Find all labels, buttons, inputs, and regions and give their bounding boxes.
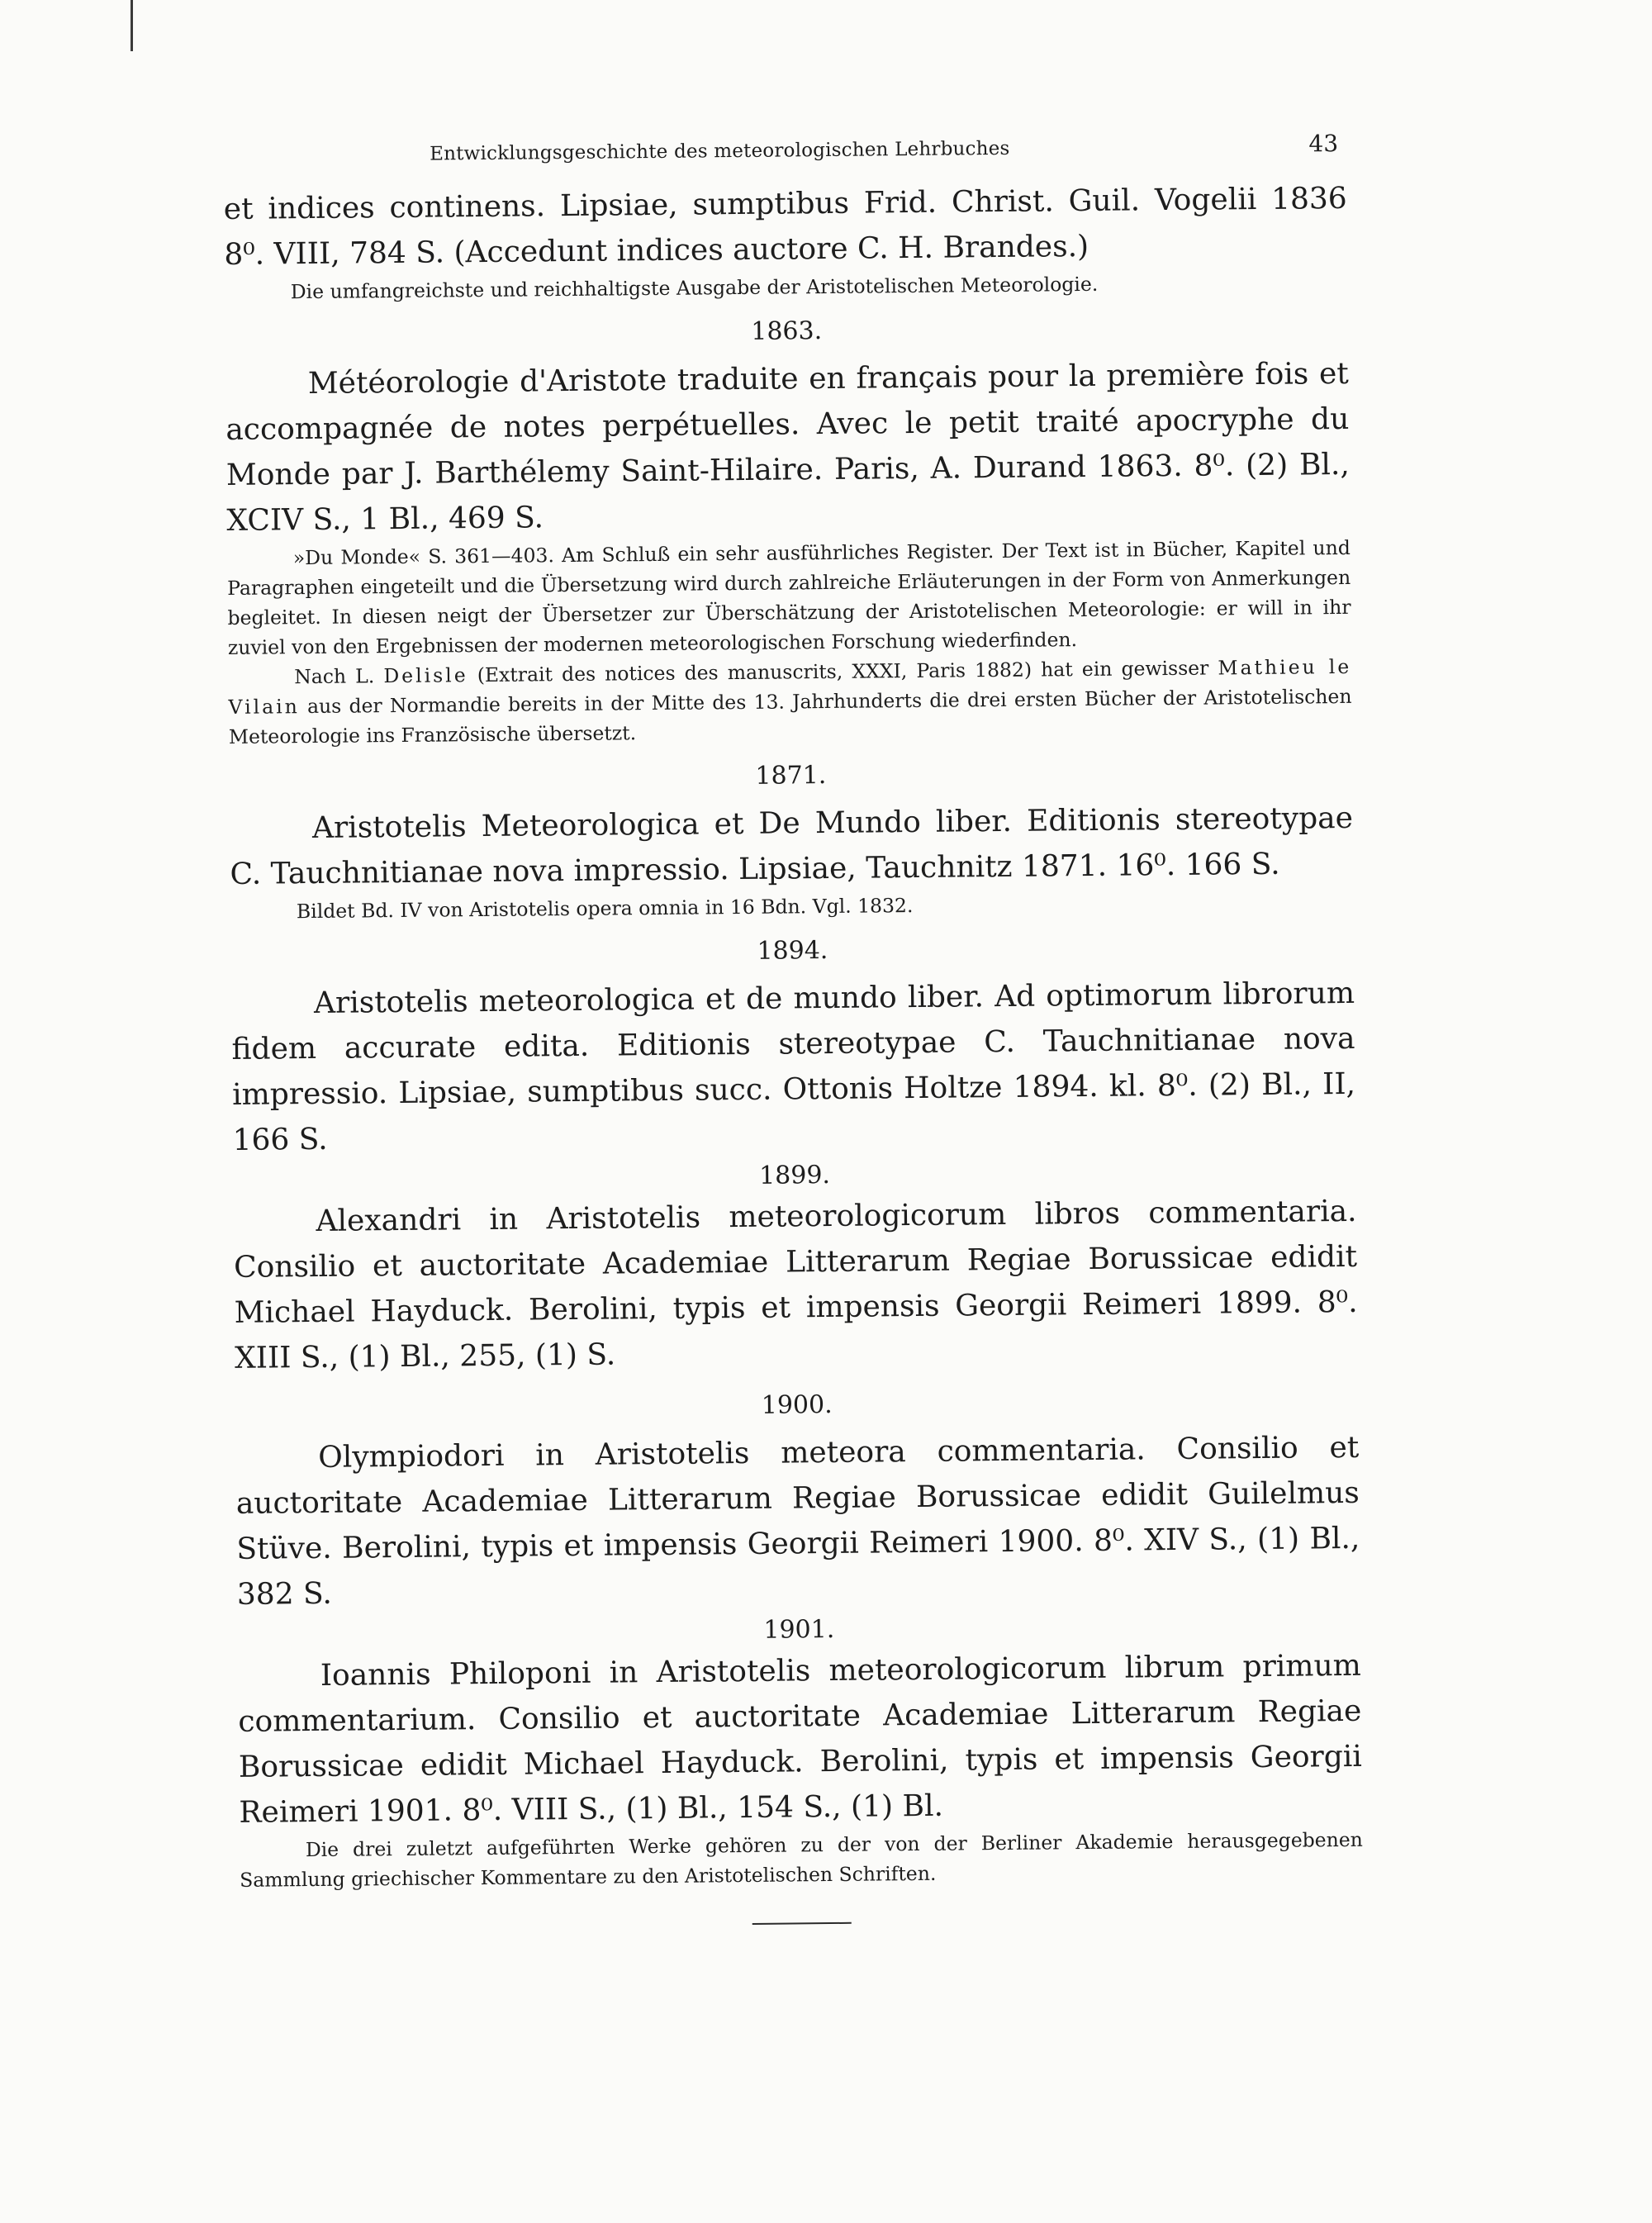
entry-1871: Aristotelis Meteorologica et De Mundo liber. Editionis stereotypae C. Tauchnitianae nova impressio. Lipsiae, Tauchnitz 1871. 16⁰. 166 S. bbox=[230, 800, 1354, 891]
entry-1863-note-delisle bbox=[228, 652, 1352, 752]
entry-1899: Alexandri in Aristotelis meteorologicorum libros commentaria. Consilio et auctoritate Academiae Litterarum Regiae Borussicae edidit Michael Hayduck. Berolini, typis et impensis Georgii Reimeri 1899. 8⁰. XIII S., (1) Bl., 255, (1) S. bbox=[233, 1194, 1358, 1375]
entry-1863: Météorologie d'Aristote traduite en français pour la première fois et accompagnée de notes perpétuelles. Avec le petit traité apocryphe du Monde par J. Barthélemy Saint-Hilaire. Paris, A. Durand 1863. 8⁰. (2) Bl., XCIV S., 1 Bl., 469 S. bbox=[225, 356, 1351, 538]
year-heading-1894: 1894. bbox=[757, 936, 828, 966]
entry-1894: Aristotelis meteorologica et de mundo liber. Ad optimorum librorum fidem accurate edita. Editionis stereotypae C. Tauchnitianae nova impressio. Lipsiae, sumptibus succ. Ottonis Holtze 1894. kl. 8⁰. (2) Bl., II, 166 S. bbox=[231, 976, 1356, 1157]
closing-rule bbox=[752, 1922, 852, 1925]
page-edge-mark bbox=[131, 0, 133, 51]
note-text: Nach L. bbox=[294, 664, 384, 689]
entry-note: Die umfangreichste und reichhaltigste Ausgabe der Aristotelischen Meteorologie. bbox=[290, 272, 1099, 304]
entry-continuation: et indices continens. Lipsiae, sumptibus Frid. Christ. Guil. Vogelii 1836 8⁰. VIII, 784 S. (Accedunt indices auctore C. H. Brandes.) bbox=[223, 181, 1347, 272]
year-heading-1899: 1899. bbox=[758, 1161, 831, 1190]
entry-1871-note: Bildet Bd. IV von Aristotelis opera omnia in 16 Bdn. Vgl. 1832. bbox=[296, 894, 914, 924]
entry-1901-note: Die drei zuletzt aufgeführten Werke gehören zu der von der Berliner Akademie herausgegebenen Sammlung griechischer Kommentare zu den Aristotelischen Schriften. bbox=[240, 1827, 1363, 1892]
author-name: Mathieu le Vilain bbox=[228, 654, 1352, 719]
entry-1901: Ioannis Philoponi in Aristotelis meteorologicorum librum primum commentarium. Consilio et auctoritate Academiae Litterarum Regiae Borussicae edidit Michael Hayduck. Berolini, typis et impensis Georgii Reimeri 1901. 8⁰. VIII S., (1) Bl., 154 S., (1) Bl. bbox=[238, 1648, 1363, 1830]
year-heading-1871: 1871. bbox=[755, 761, 827, 791]
year-heading-1863: 1863. bbox=[751, 316, 823, 346]
year-heading-1901: 1901. bbox=[763, 1614, 835, 1645]
note-text: (Extrait des notices des manuscrits, XXXI, Paris 1882) hat ein gewisser bbox=[468, 656, 1218, 687]
entry-1900: Olympiodori in Aristotelis meteora commentaria. Consilio et auctoritate Academiae Litterarum Regiae Borussicae edidit Guilelmus Stüve. Berolini, typis et impensis Georgii Reimeri 1900. 8⁰. XIV S., (1) Bl., 382 S. bbox=[235, 1430, 1360, 1612]
entry-1863-note: »Du Monde« S. 361—403. Am Schluß ein sehr ausführliches Register. Der Text ist in Bücher, Kapitel und Paragraphen eingeteilt und die Übersetzung wird durch zahlreiche Erläuterungen in der Form von Anmerkungen begleitet. In diesen neigt der Übersetzer zur Überschätzung der Aristotelischen Meteorologie: er will in ihr zuviel von den Ergebnissen der modernen meteorologischen Forschung wiederfinden. bbox=[227, 535, 1351, 659]
page-content bbox=[223, 130, 1364, 1930]
page-number: 43 bbox=[1308, 130, 1339, 158]
year-heading-1900: 1900. bbox=[761, 1389, 833, 1420]
author-name: Delisle bbox=[383, 663, 468, 688]
note-text: aus der Normandie bereits in der Mitte des 13. Jahrhunderts die drei ersten Bücher der Aristotelischen Meteorologie ins Französische übersetzt. bbox=[228, 684, 1352, 748]
running-title: Entwicklungsgeschichte des meteorologischen Lehrbuches bbox=[430, 137, 1010, 165]
